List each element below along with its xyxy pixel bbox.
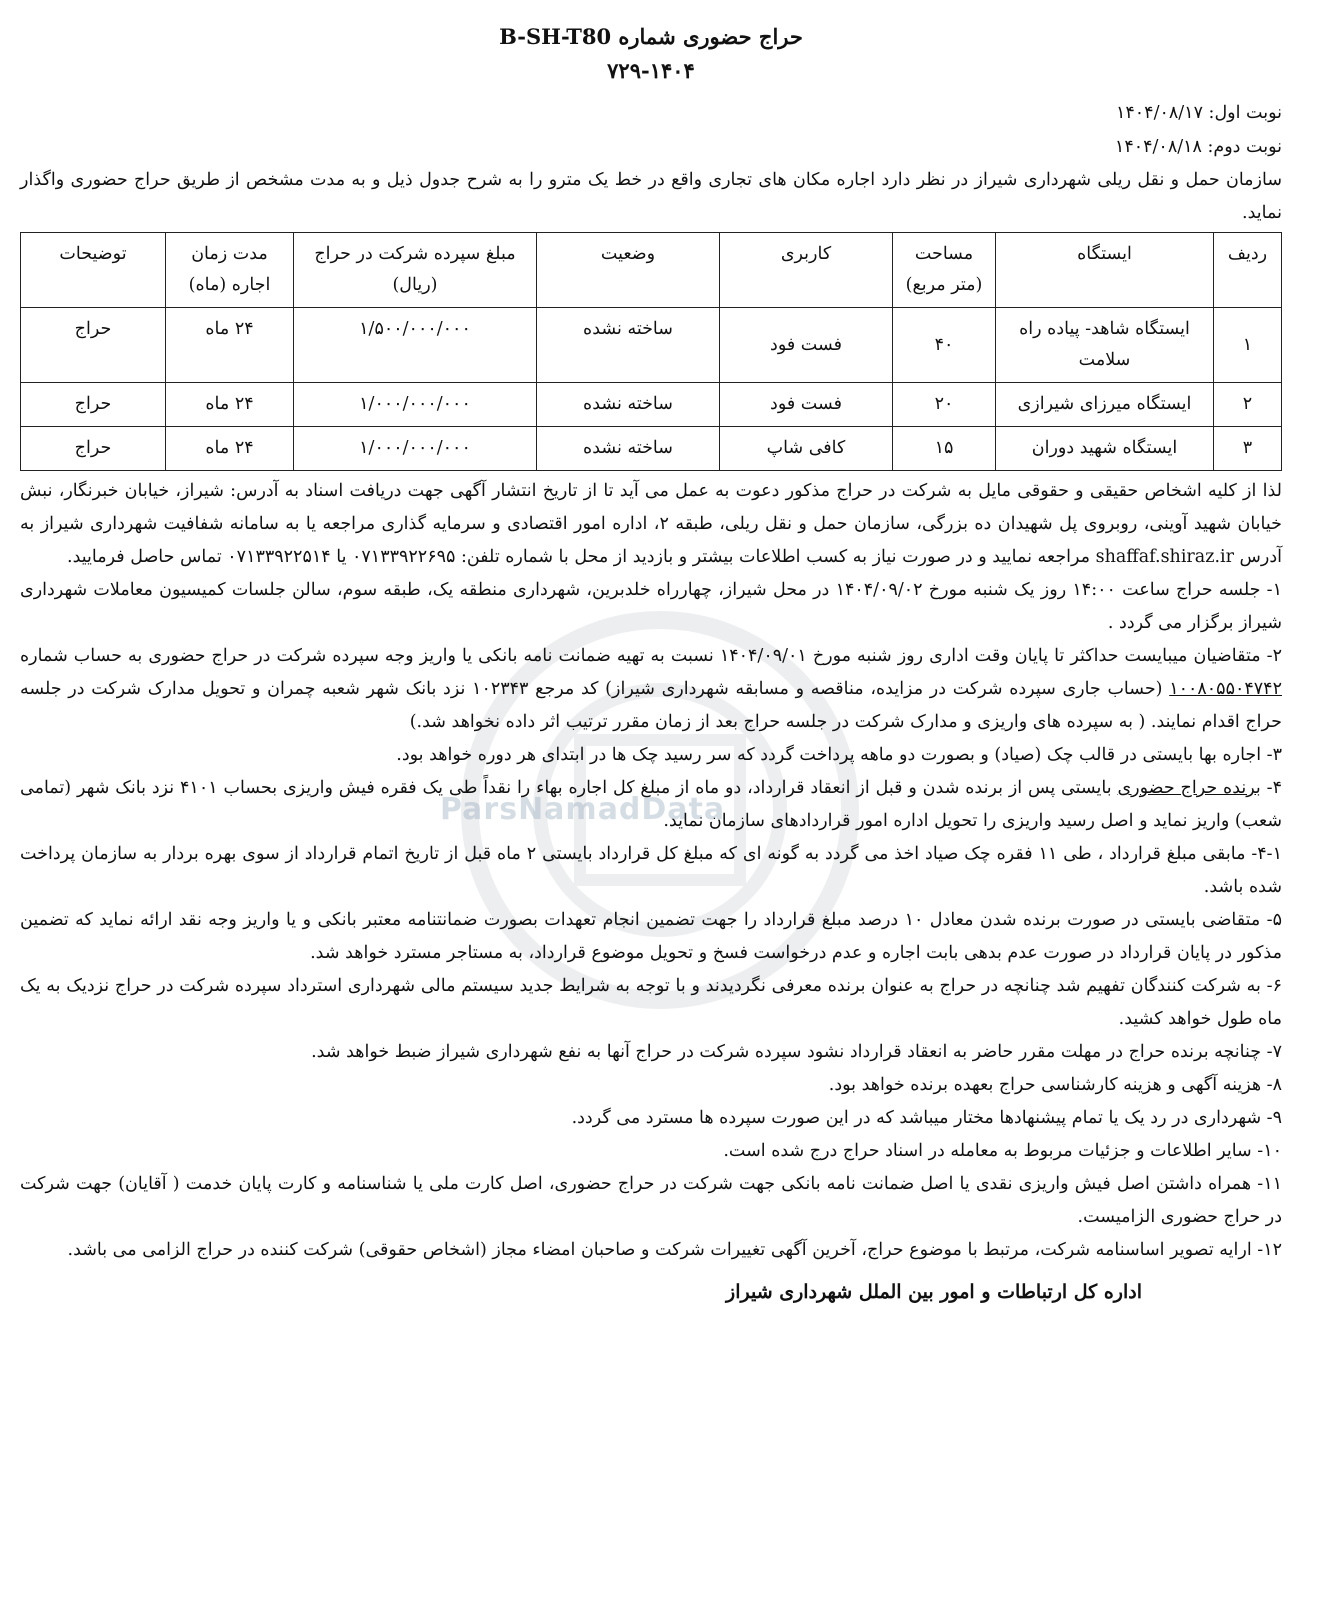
cell-area: ۲۰ [893,383,996,427]
cell-notes: حراج [21,383,166,427]
cell-station: ایستگاه شاهد- پیاده راه سلامت [996,308,1214,383]
clause-4-text: بایستی پس از برنده شدن و قبل از انعقاد قرارداد، دو ماه از مبلغ کل اجاره بهاء را نقداً طی یک فقره فیش واریزی بحساب ۴۱۰۱ نزد بانک شهر (تمامی شعب) واریز نماید و اصل رسید واریزی را تحویل اداره امور قراردادهای سازمان نماید. [20,778,1282,831]
stations-table [20,232,1282,471]
notice-title: حراج حضوری شماره B-SH-T80 [499,24,803,49]
cell-row-number: ۳ [1214,427,1282,471]
clause-5: ۵- متقاضی بایستی در صورت برنده شدن معادل ۱۰ درصد مبلغ قرارداد را جهت تضمین انجام تعهدات بصورت ضمانتنامه معتبر بانکی و یا واریز وجه نقد ارائه نماید که تضمین مذکور در پایان قرارداد در صورت عدم بدهی بابت اجاره و عدم درخواست فسخ و تحویل موضوع قرارداد، به مستاجر مسترد خواهد شد. [20,910,1282,963]
header-status: وضعیت [537,233,720,308]
header-row-number: ردیف [1214,233,1282,308]
account-number: ۱۰۰۸۰۵۵۰۴۷۴۲ [1169,679,1282,699]
cell-area: ۱۵ [893,427,996,471]
cell-deposit: ۱/۵۰۰/۰۰۰/۰۰۰ [294,308,537,383]
clause-7: ۷- چنانچه برنده حراج در مهلت مقرر حاضر به انعقاد قرارداد نشود سپرده شرکت در حراج آنها به نفع شهرداری شیراز ضبط خواهد شد. [311,1042,1282,1062]
clause-2-text-b: (حساب جاری سپرده شرکت در مزایده، مناقصه و مسابقه شهرداری شیراز) کد مرجع ۱۰۲۳۴۳ نزد بانک شهر شعبه چمران و تحویل مدارک شرکت در جلسه حراج اقدام نمایند. ( به سپرده های واریزی و مدارک شرکت در جلسه حراج بعد از زمان مقرر ترتیب اثر داده نخواهد شد.) [20,679,1282,732]
clause-2-text-a: ۲- متقاضیان میبایست حداکثر تا پایان وقت اداری روز شنبه مورخ ۱۴۰۴/۰۹/۰۱ نسبت به تهیه ضمانت نامه بانکی یا واریز وجه سپرده شرکت در حراج حضوری به حساب شماره [20,646,1282,666]
cell-usage: فست فود [720,308,893,383]
invitation-paragraph: لذا از کلیه اشخاص حقیقی و حقوقی مایل به شرکت در حراج مذکور دعوت به عمل می آید تا از تاریخ انتشار آگهی جهت دریافت اسناد به آدرس: شیراز، خیابان خبرنگار، نبش خیابان شهید آوینی، روبروی پل شهیدان ده بزرگی، سازمان حمل و نقل ریلی، طبقه ۲، اداره امور اقتصادی و سرمایه گذاری مراجعه یا به سامانه شفافیت شهرداری شیراز به آدرس shaffaf.shiraz.ir مراجعه نمایید و در صورت نیاز به کسب اطلاعات بیشتر و بازدید از محل با شماره تلفن: ۰۷۱۳۳۹۲۲۶۹۵ یا ۰۷۱۳۳۹۲۲۵۱۴ تماس حاصل فرمایید. [20,481,1282,567]
clause-9: ۹- شهرداری در رد یک یا تمام پیشنهادها مختار میباشد که در این صورت سپرده ها مسترد می گردد. [571,1108,1282,1128]
cell-duration: ۲۴ ماه [166,308,294,383]
table-row [21,383,1282,427]
cell-notes: حراج [21,427,166,471]
header-area: مساحت (متر مربع) [893,233,996,308]
cell-notes: حراج [21,308,166,383]
cell-row-number: ۲ [1214,383,1282,427]
table-header-row [21,233,1282,308]
cell-station: ایستگاه شهید دوران [996,427,1214,471]
cell-usage: فست فود [720,383,893,427]
header-usage: کاربری [720,233,893,308]
cell-row-number: ۱ [1214,308,1282,383]
cell-station: ایستگاه میرزای شیرازی [996,383,1214,427]
clause-4-1: ۴-۱- مابقی مبلغ قرارداد ، طی ۱۱ فقره چک صیاد اخذ می گردد به گونه ای که مبلغ کل قرارداد بایستی ۲ ماه قبل از تاریخ اتمام قرارداد از سوی بهره بردار به سازمان پرداخت شده باشد. [20,844,1282,897]
cell-status: ساخته نشده [537,427,720,471]
cell-status: ساخته نشده [537,383,720,427]
watermark-text: ParsNamadData [440,792,726,827]
table-row [21,427,1282,471]
header-station: ایستگاه [996,233,1214,308]
clause-2 [20,640,1282,739]
header-duration: مدت زمان اجاره (ماه) [166,233,294,308]
cell-deposit: ۱/۰۰۰/۰۰۰/۰۰۰ [294,383,537,427]
header-notes: توضیحات [21,233,166,308]
second-publication-date: نوبت دوم: ۱۴۰۴/۰۸/۱۸ [1114,137,1282,157]
cell-deposit: ۱/۰۰۰/۰۰۰/۰۰۰ [294,427,537,471]
clause-12: ۱۲- ارایه تصویر اساسنامه شرکت، مرتبط با موضوع حراج، آخرین آگهی تغییرات شرکت و صاحبان امضاء مجاز (اشخاص حقوقی) شرکت کننده در حراج الزامی می باشد. [67,1240,1282,1260]
first-publication-date: نوبت اول: ۱۴۰۴/۰۸/۱۷ [1115,103,1282,123]
clause-4 [20,772,1282,838]
cell-status: ساخته نشده [537,308,720,383]
clause-1: ۱- جلسه حراج ساعت ۱۴:۰۰ روز یک شنبه مورخ ۱۴۰۴/۰۹/۰۲ در محل شیراز، چهارراه خلدبرین، شهرداری منطقه یک، طبقه سوم، سالن جلسات کمیسیون معاملات شهرداری شیراز برگزار می گردد . [20,580,1282,633]
table-row [21,308,1282,383]
intro-paragraph: سازمان حمل و نقل ریلی شهرداری شیراز در نظر دارد اجاره مکان های تجاری واقع در خط یک مترو را به شرح جدول ذیل و به مدت مشخص از طریق حراج حضوری واگذار نماید. [20,170,1282,223]
clause-11: ۱۱- همراه داشتن اصل فیش واریزی نقدی یا اصل ضمانت نامه بانکی جهت شرکت در حراج حضوری، اصل کارت ملی یا شناسنامه و کارت پایان خدمت ( آقایان) جهت شرکت در حراج حضوری الزامیست. [20,1174,1282,1227]
cell-area: ۴۰ [893,308,996,383]
clause-4-number: ۴- [1260,778,1282,798]
notice-number: ۷۲۹-۱۴۰۴ [607,58,695,83]
clause-10: ۱۰- سایر اطلاعات و جزئیات مربوط به معامله در اسناد حراج درج شده است. [723,1141,1282,1161]
issuer-signature: اداره کل ارتباطات و امور بین الملل شهرداری شیراز [726,1281,1142,1303]
cell-usage: کافی شاپ [720,427,893,471]
cell-duration: ۲۴ ماه [166,383,294,427]
cell-duration: ۲۴ ماه [166,427,294,471]
clause-4-underlined: برنده حراج حضوری [1117,778,1261,798]
clause-3: ۳- اجاره بها بایستی در قالب چک (صیاد) و بصورت دو ماهه پرداخت گردد که سر رسید چک ها در ابتدای هر دوره خواهد بود. [396,745,1282,765]
clause-6: ۶- به شرکت کنندگان تفهیم شد چنانچه در حراج به عنوان برنده معرفی نگردیدند و با توجه به شرایط جدید سیستم مالی شهرداری استرداد سپرده شرکت در حراج نزدیک به یک ماه طول خواهد کشید. [20,976,1282,1029]
header-deposit: مبلغ سپرده شرکت در حراج (ریال) [294,233,537,308]
auction-notice [20,20,1282,1303]
clause-8: ۸- هزینه آگهی و هزینه کارشناسی حراج بعهده برنده خواهد بود. [828,1075,1282,1095]
